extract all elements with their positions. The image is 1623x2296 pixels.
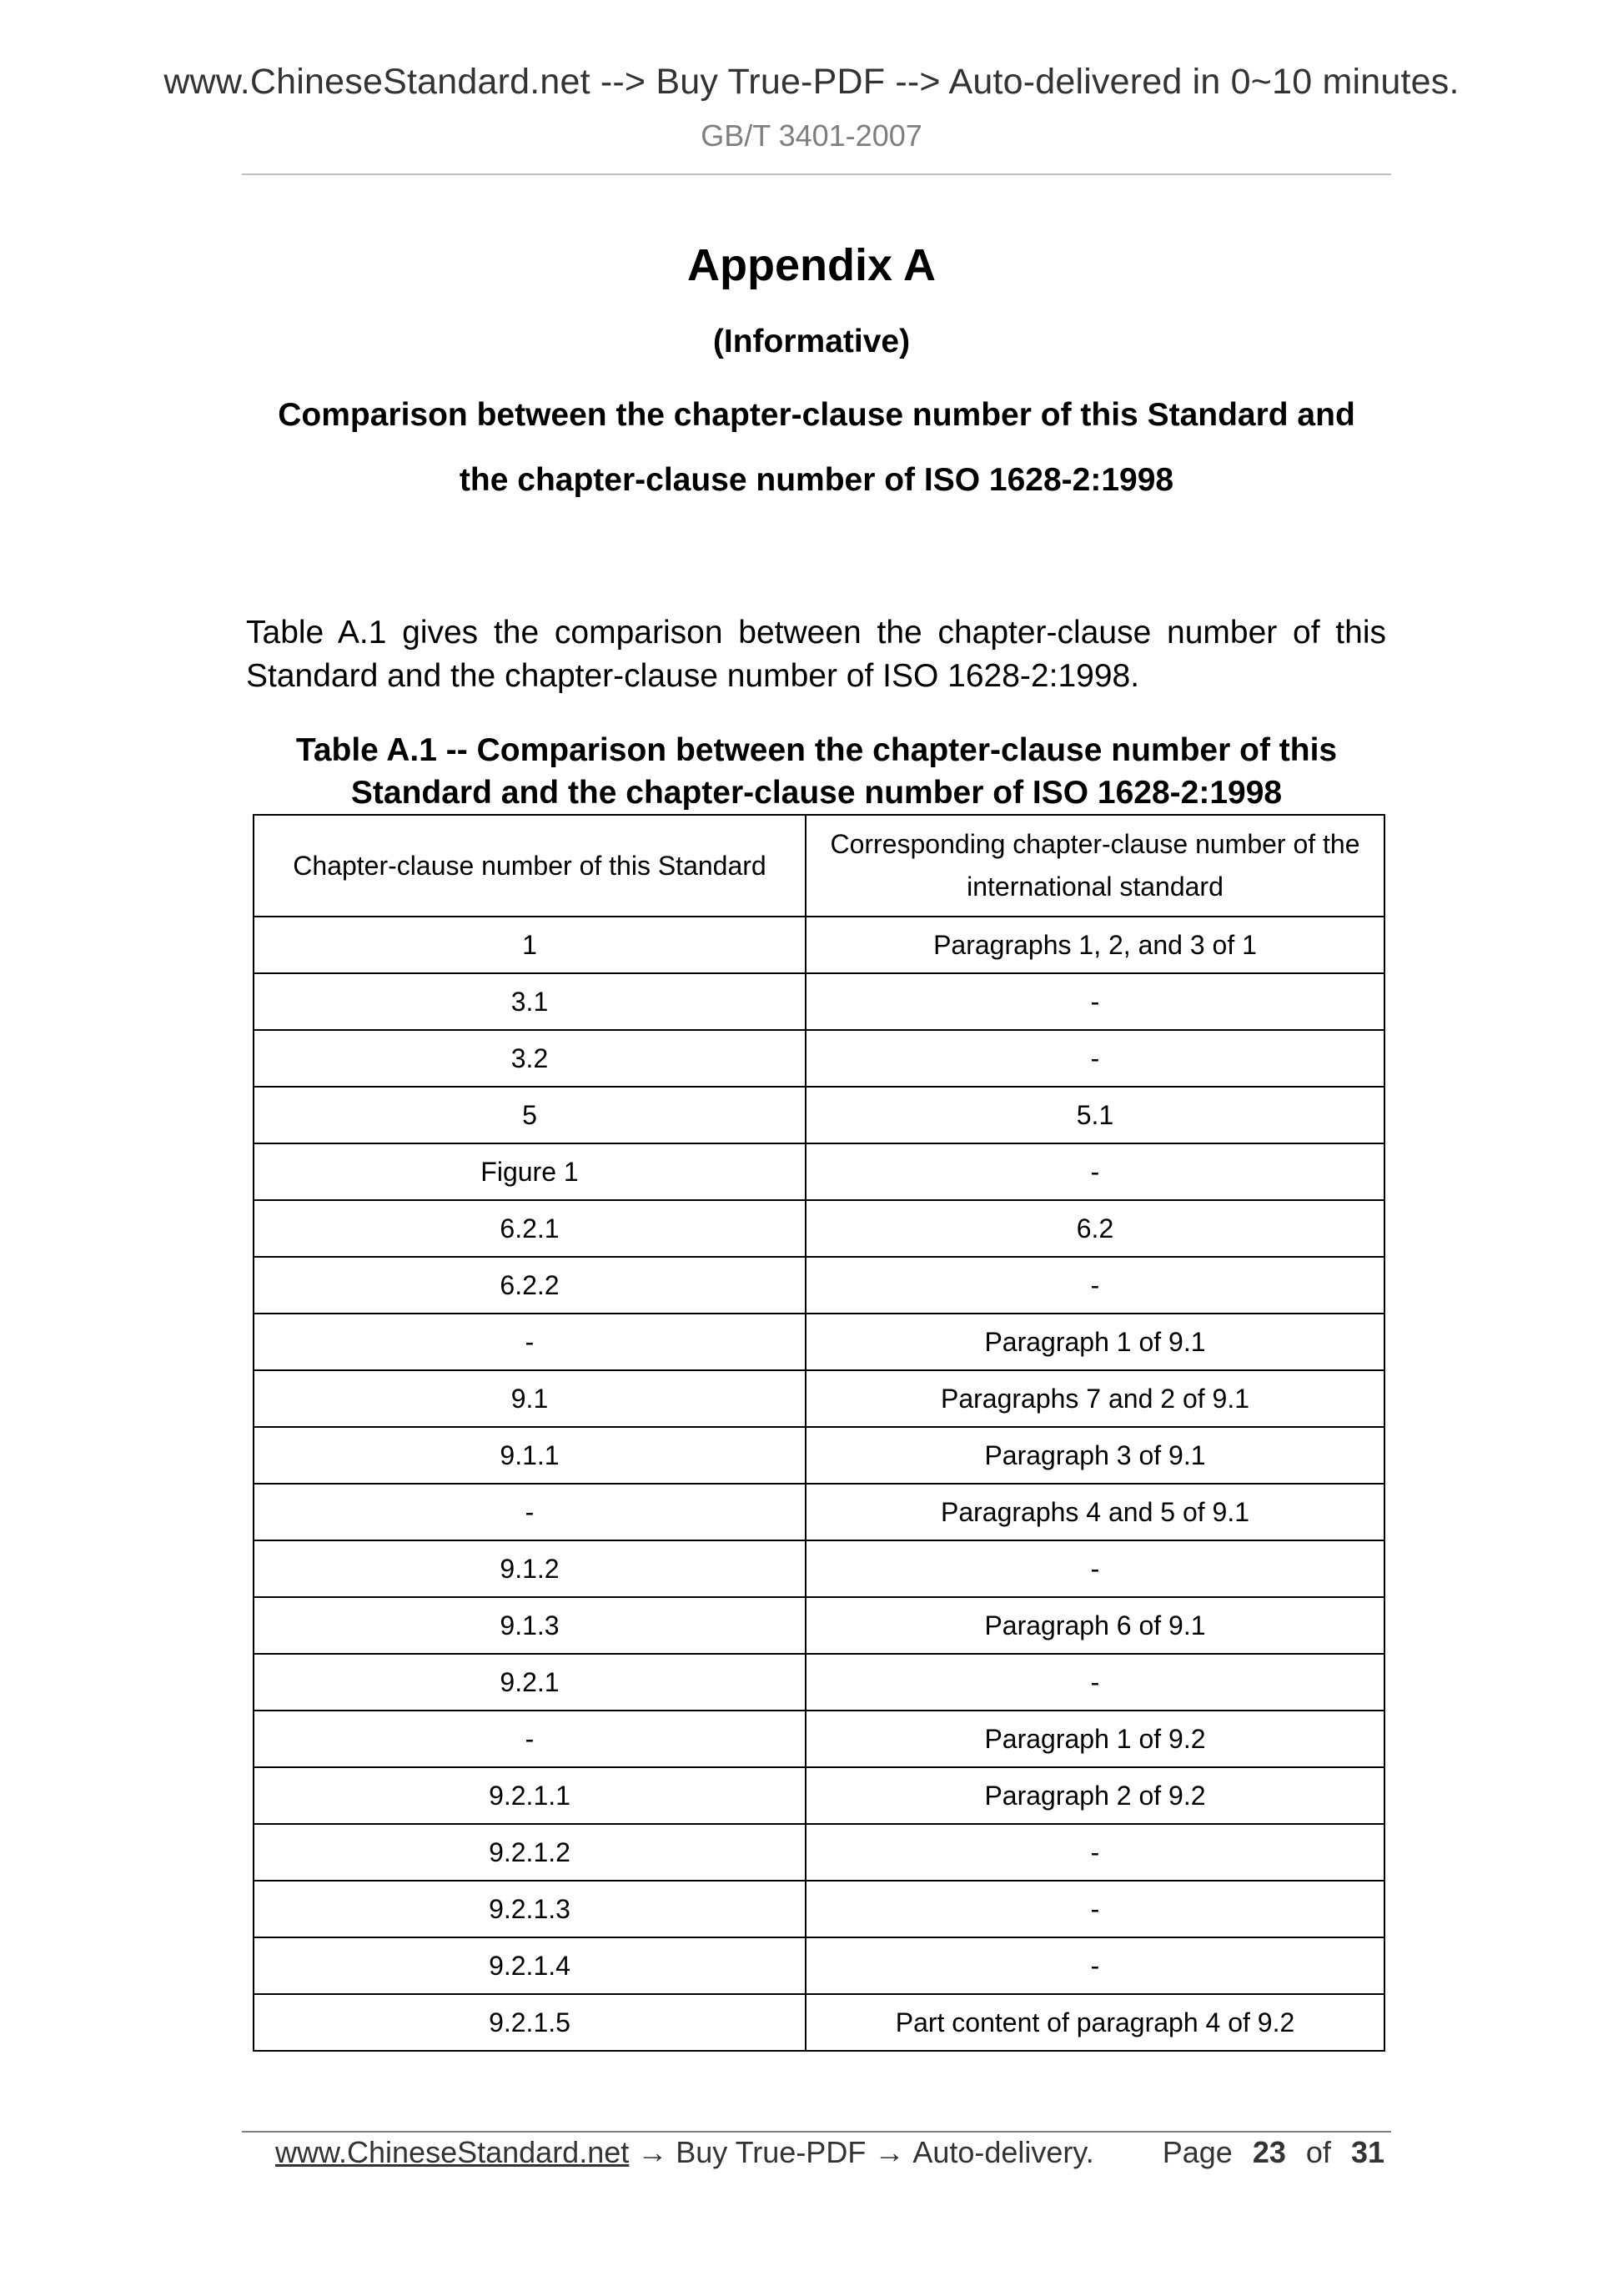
table-row [254,973,1384,1030]
page-indicator [1151,2135,1384,2170]
table-row [254,1200,1384,1257]
footer-link[interactable]: www.ChineseStandard.net [275,2135,630,2169]
table-row [254,1370,1384,1427]
intl-clause-cell: - [806,1540,1384,1597]
table-row [254,1030,1384,1087]
col2-header-line1: Corresponding chapter-clause number of the [830,829,1360,859]
table-row [254,1654,1384,1711]
col2-header-line2: international standard [967,872,1224,902]
intro-line2: Standard and the chapter-clause number of ISO 1628-2:1998. [246,658,1140,694]
intl-clause-cell: - [806,1257,1384,1314]
col2-header [806,815,1384,917]
header-banner: www.ChineseStandard.net --> Buy True-PDF --> Auto-delivered in 0~10 minutes. [163,62,1460,102]
std-clause-cell: 1 [254,917,806,973]
table-row [254,1994,1384,2051]
std-clause-cell: 9.2.1.4 [254,1937,806,1994]
header-divider [242,173,1391,175]
std-clause-cell: 9.1.1 [254,1427,806,1484]
intro-line1: Table A.1 gives the comparison between the chapter-clause number of this [246,615,1386,651]
table-caption-line1: Table A.1 -- Comparison between the chapter-clause number of this [295,732,1338,768]
intl-clause-cell: Paragraph 6 of 9.1 [806,1597,1384,1654]
intl-clause-cell: - [806,973,1384,1030]
table-body [254,917,1384,2051]
table-header-row [254,815,1384,917]
footer [275,2135,1384,2170]
table-row [254,1881,1384,1937]
std-clause-cell: - [254,1711,806,1767]
intl-clause-cell: Paragraph 1 of 9.1 [806,1314,1384,1370]
std-clause-cell: - [254,1314,806,1370]
table-caption-line2: Standard and the chapter-clause number of ISO 1628-2:1998 [350,775,1283,811]
table-row [254,1257,1384,1314]
table-row [254,1484,1384,1540]
table-row [254,1937,1384,1994]
intro-paragraph [246,611,1386,698]
footer-buy-text: Buy True-PDF [676,2135,867,2169]
intl-clause-cell: Paragraph 2 of 9.2 [806,1767,1384,1824]
of-label: of [1305,2135,1331,2169]
comparison-table [253,814,1385,2052]
std-clause-cell: 9.2.1.5 [254,1994,806,2051]
std-clause-cell: 3.2 [254,1030,806,1087]
table-row [254,1540,1384,1597]
intl-clause-cell: Part content of paragraph 4 of 9.2 [806,1994,1384,2051]
intl-clause-cell: - [806,1824,1384,1881]
intl-clause-cell: 6.2 [806,1200,1384,1257]
intl-clause-cell: Paragraph 1 of 9.2 [806,1711,1384,1767]
std-clause-cell: 6.2.1 [254,1200,806,1257]
appendix-subtitle: (Informative) [712,324,911,359]
table-row [254,1314,1384,1370]
std-clause-cell: 9.1 [254,1370,806,1427]
std-clause-cell: 9.2.1 [254,1654,806,1711]
page-current: 23 [1252,2135,1286,2169]
table-caption [242,729,1391,814]
standard-code: GB/T 3401-2007 [701,118,922,153]
std-clause-cell: 9.2.1.2 [254,1824,806,1881]
std-clause-cell: 9.1.2 [254,1540,806,1597]
std-clause-cell: 9.1.3 [254,1597,806,1654]
appendix-title: Appendix A [686,240,936,290]
intl-clause-cell: - [806,1143,1384,1200]
appendix-heading-line1: Comparison between the chapter-clause number of this Standard and [278,397,1355,433]
std-clause-cell: 9.2.1.1 [254,1767,806,1824]
footer-delivery-text: Auto-delivery. [912,2135,1094,2169]
std-clause-cell: 5 [254,1087,806,1143]
table-row [254,1824,1384,1881]
table-row [254,1143,1384,1200]
appendix-heading [242,383,1391,513]
intl-clause-cell: 5.1 [806,1087,1384,1143]
col1-header: Chapter-clause number of this Standard [254,815,806,917]
intl-clause-cell: Paragraphs 4 and 5 of 9.1 [806,1484,1384,1540]
arrow-right-icon: → [637,2135,668,2169]
std-clause-cell: 6.2.2 [254,1257,806,1314]
std-clause-cell: - [254,1484,806,1540]
page-label: Page [1162,2135,1233,2169]
intl-clause-cell: Paragraph 3 of 9.1 [806,1427,1384,1484]
arrow-right-icon: → [874,2135,905,2169]
page-total: 31 [1350,2135,1384,2169]
intl-clause-cell: - [806,1881,1384,1937]
appendix-heading-line2: the chapter-clause number of ISO 1628-2:1998 [459,462,1174,498]
intl-clause-cell: Paragraphs 7 and 2 of 9.1 [806,1370,1384,1427]
table-row [254,1427,1384,1484]
table-row [254,1767,1384,1824]
table-row [254,1711,1384,1767]
intl-clause-cell: Paragraphs 1, 2, and 3 of 1 [806,917,1384,973]
table-row [254,1597,1384,1654]
std-clause-cell: 3.1 [254,973,806,1030]
table-row [254,917,1384,973]
intl-clause-cell: - [806,1030,1384,1087]
intl-clause-cell: - [806,1937,1384,1994]
std-clause-cell: 9.2.1.3 [254,1881,806,1937]
std-clause-cell: Figure 1 [254,1143,806,1200]
intl-clause-cell: - [806,1654,1384,1711]
table-row [254,1087,1384,1143]
footer-divider [242,2131,1391,2133]
